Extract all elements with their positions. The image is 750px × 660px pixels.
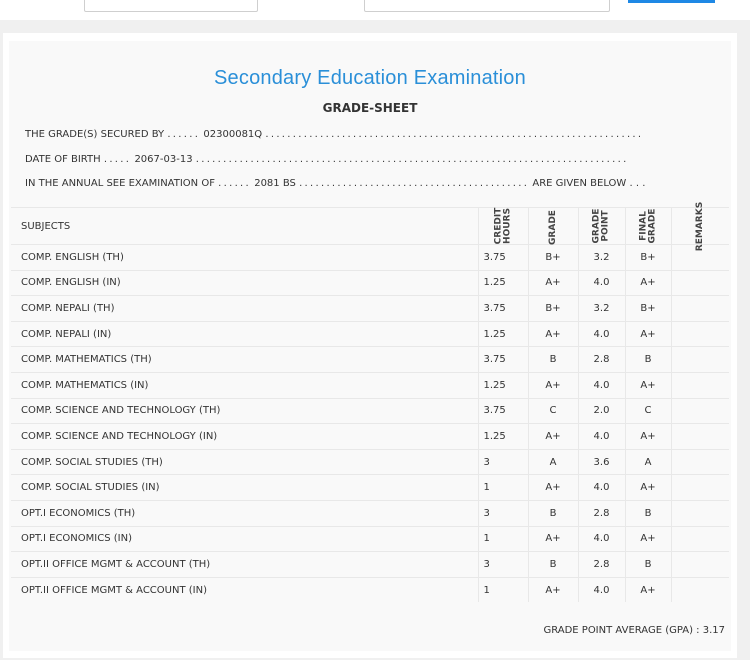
credit-hours-cell: 1.25 [478, 270, 528, 296]
grade-point-cell: 4.0 [578, 475, 625, 501]
grade-point-cell: 3.6 [578, 449, 625, 475]
dot-leader: ...... [167, 129, 201, 140]
exam-label: IN THE ANNUAL SEE EXAMINATION OF [25, 178, 215, 189]
grade-sheet-card [3, 33, 737, 658]
remarks-cell [671, 449, 729, 475]
top-form-strip [0, 0, 750, 20]
remarks-cell [671, 552, 729, 578]
grade-point-header: GRADE POINT [578, 208, 625, 245]
credit-hours-cell: 1.25 [478, 321, 528, 347]
remarks-cell [671, 424, 729, 450]
table-row [11, 475, 729, 501]
grade-point-cell: 4.0 [578, 577, 625, 602]
symbol-number-value: 02300081Q [203, 129, 263, 140]
grade-point-cell: 2.8 [578, 500, 625, 526]
table-row [11, 296, 729, 322]
remarks-cell [671, 398, 729, 424]
grade-point-cell: 4.0 [578, 372, 625, 398]
grade-sheet-heading: GRADE-SHEET [322, 101, 418, 115]
grade-cell: A+ [528, 270, 578, 296]
grade-point-cell: 4.0 [578, 270, 625, 296]
final-grade-cell: B+ [625, 296, 671, 322]
credit-hours-cell: 3 [478, 500, 528, 526]
final-grade-cell: B [625, 347, 671, 373]
table-row [11, 500, 729, 526]
remarks-header: REMARKS [671, 208, 729, 245]
final-grade-cell: A+ [625, 372, 671, 398]
dob-label: DATE OF BIRTH [25, 154, 101, 165]
date-of-birth-input[interactable] [364, 0, 610, 12]
grade-header: GRADE [528, 208, 578, 245]
credit-hours-cell: 1 [478, 526, 528, 552]
subject-cell: COMP. SOCIAL STUDIES (TH) [11, 449, 478, 475]
table-header-row [11, 208, 729, 245]
remarks-cell [671, 577, 729, 602]
remarks-cell [671, 296, 729, 322]
grade-point-cell: 4.0 [578, 424, 625, 450]
final-grade-cell: A+ [625, 321, 671, 347]
subject-cell: COMP. SCIENCE AND TECHNOLOGY (IN) [11, 424, 478, 450]
table-row [11, 321, 729, 347]
grade-cell: A+ [528, 475, 578, 501]
final-grade-cell: A+ [625, 270, 671, 296]
grade-cell: A [528, 449, 578, 475]
grade-cell: B [528, 347, 578, 373]
grade-point-cell: 4.0 [578, 526, 625, 552]
dob-value: 2067-03-13 [134, 154, 193, 165]
subject-cell: COMP. SOCIAL STUDIES (IN) [11, 475, 478, 501]
final-grade-cell: A+ [625, 475, 671, 501]
table-row [11, 577, 729, 602]
submit-button[interactable] [628, 0, 715, 3]
grade-point-cell: 4.0 [578, 321, 625, 347]
remarks-cell [671, 500, 729, 526]
table-row [11, 347, 729, 373]
table-row [11, 372, 729, 398]
credit-hours-cell: 3.75 [478, 245, 528, 271]
dot-leader: ............................................................................... [195, 154, 629, 165]
subject-cell: COMP. ENGLISH (IN) [11, 270, 478, 296]
final-grade-header: FINAL GRADE [625, 208, 671, 245]
final-grade-cell: A+ [625, 526, 671, 552]
exam-value: 2081 BS [254, 178, 296, 189]
dob-line [25, 154, 629, 165]
subject-cell: COMP. ENGLISH (TH) [11, 245, 478, 271]
final-grade-cell: C [625, 398, 671, 424]
final-grade-cell: A+ [625, 424, 671, 450]
remarks-cell [671, 526, 729, 552]
gpa-summary [543, 625, 725, 636]
credit-hours-cell: 3 [478, 552, 528, 578]
grade-cell: B [528, 552, 578, 578]
credit-hours-cell: 3.75 [478, 347, 528, 373]
credit-hours-cell: 1 [478, 577, 528, 602]
subject-cell: COMP. MATHEMATICS (TH) [11, 347, 478, 373]
table-row [11, 398, 729, 424]
subject-cell: COMP. NEPALI (TH) [11, 296, 478, 322]
grade-point-cell: 3.2 [578, 296, 625, 322]
table-row [11, 449, 729, 475]
subject-cell: OPT.II OFFICE MGMT & ACCOUNT (IN) [11, 577, 478, 602]
table-row [11, 526, 729, 552]
table-row [11, 424, 729, 450]
secured-by-label: THE GRADE(S) SECURED BY [25, 129, 165, 140]
remarks-cell [671, 321, 729, 347]
credit-hours-cell: 3.75 [478, 398, 528, 424]
grade-point-cell: 2.8 [578, 552, 625, 578]
gpa-label: GRADE POINT AVERAGE (GPA) : [543, 625, 700, 636]
credit-hours-cell: 1.25 [478, 372, 528, 398]
table-row [11, 245, 729, 271]
grade-cell: A+ [528, 577, 578, 602]
grade-cell: A+ [528, 321, 578, 347]
dot-leader: .......................................... [299, 178, 530, 189]
page-title: Secondary Education Examination [214, 67, 526, 89]
remarks-cell [671, 270, 729, 296]
remarks-cell [671, 347, 729, 373]
grade-cell: B+ [528, 245, 578, 271]
grade-cell: A+ [528, 526, 578, 552]
grade-cell: C [528, 398, 578, 424]
grades-table-body [11, 245, 729, 603]
subjects-header: SUBJECTS [11, 208, 478, 245]
grades-table [11, 201, 729, 602]
dot-leader: ..................................................................... [265, 129, 644, 140]
exam-suffix: ARE GIVEN BELOW . . . [532, 178, 646, 189]
grade-point-cell: 2.8 [578, 347, 625, 373]
subject-cell: OPT.I ECONOMICS (TH) [11, 500, 478, 526]
final-grade-cell: B+ [625, 245, 671, 271]
final-grade-cell: A [625, 449, 671, 475]
subject-cell: COMP. NEPALI (IN) [11, 321, 478, 347]
grade-point-cell: 3.2 [578, 245, 625, 271]
dot-leader: ..... [103, 154, 132, 165]
remarks-cell [671, 372, 729, 398]
grade-cell: B+ [528, 296, 578, 322]
dot-leader: ...... [218, 178, 252, 189]
credit-hours-cell: 1.25 [478, 424, 528, 450]
final-grade-cell: B [625, 552, 671, 578]
grade-sheet-body [9, 41, 731, 651]
secured-by-line [25, 129, 643, 140]
credit-hours-cell: 1 [478, 475, 528, 501]
table-row [11, 270, 729, 296]
credit-hours-cell: 3.75 [478, 296, 528, 322]
final-grade-cell: B [625, 500, 671, 526]
table-row [11, 552, 729, 578]
subject-cell: OPT.II OFFICE MGMT & ACCOUNT (TH) [11, 552, 478, 578]
final-grade-cell: A+ [625, 577, 671, 602]
grade-cell: A+ [528, 424, 578, 450]
subject-cell: COMP. SCIENCE AND TECHNOLOGY (TH) [11, 398, 478, 424]
grade-cell: A+ [528, 372, 578, 398]
credit-hours-header: CREDIT HOURS [478, 208, 528, 245]
exam-line [25, 178, 645, 189]
gpa-value: 3.17 [702, 625, 725, 636]
grade-cell: B [528, 500, 578, 526]
subject-cell: OPT.I ECONOMICS (IN) [11, 526, 478, 552]
credit-hours-cell: 3 [478, 449, 528, 475]
grade-point-cell: 2.0 [578, 398, 625, 424]
remarks-cell [671, 475, 729, 501]
symbol-number-input[interactable] [84, 0, 258, 12]
subject-cell: COMP. MATHEMATICS (IN) [11, 372, 478, 398]
